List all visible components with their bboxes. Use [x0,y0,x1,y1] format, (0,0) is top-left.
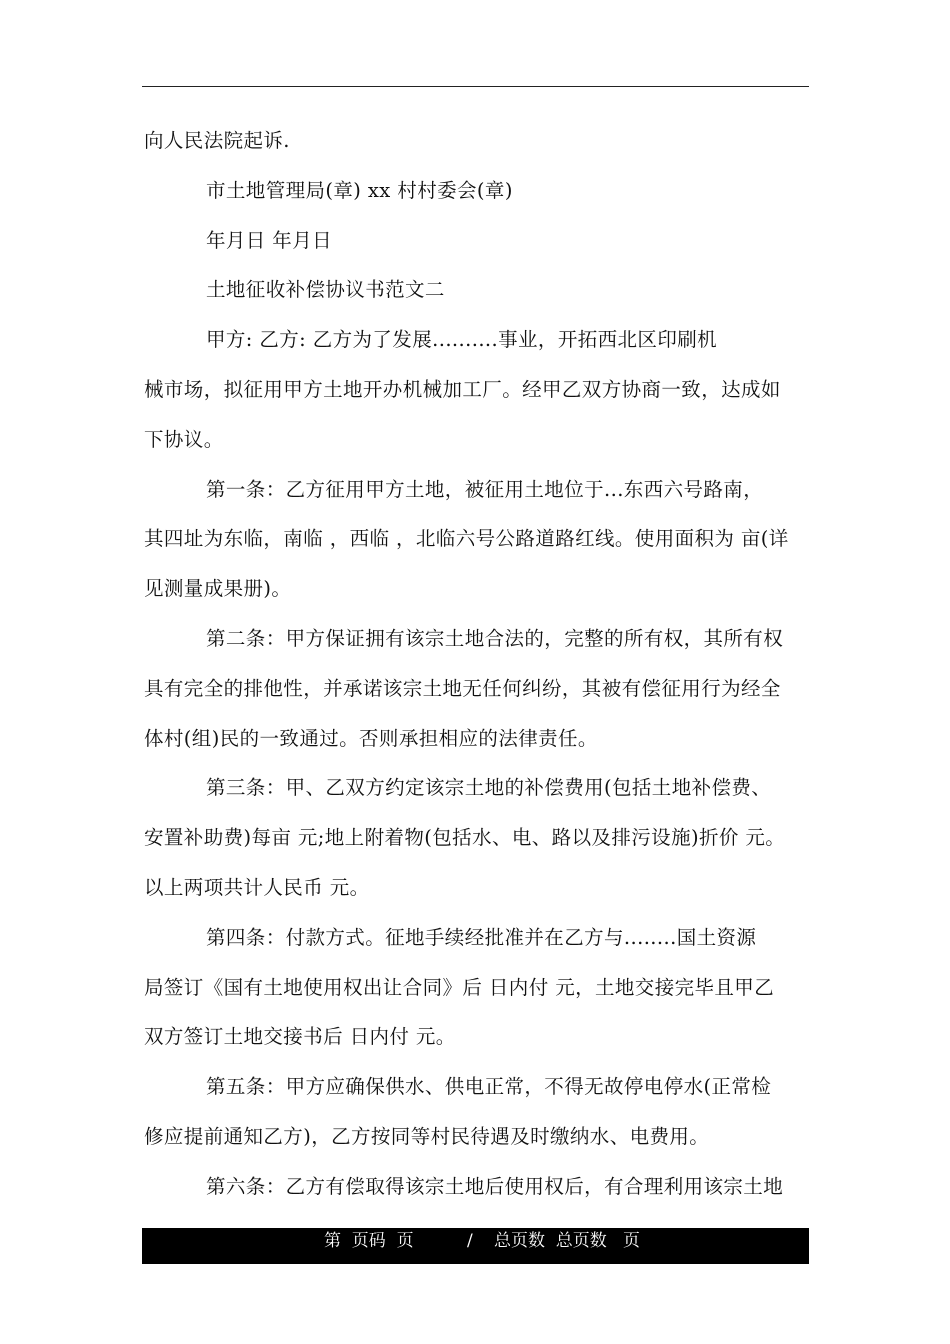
text-line: 第六条：乙方有偿取得该宗土地后使用权后，有合理利用该宗土地 [206,1174,784,1198]
page-footer [142,1228,809,1264]
text-line: 第一条：乙方征用甲方土地，被征用土地位于...东西六号路南， [206,477,764,501]
text-line: 第二条：甲方保证拥有该宗土地合法的，完整的所有权，其所有权 [206,626,784,650]
text-line: 年月日 年月日 [206,228,332,252]
text-line: 双方签订土地交接书后 日内付 元。 [144,1025,456,1049]
text-line: 甲方: 乙方: 乙方为了发展..........事业，开拓西北区印刷机 [206,328,718,352]
page-number-label: 第 页码 页 [324,1231,414,1251]
text-line: 第五条：甲方应确保供水、供电正常，不得无故停电停水(正常检 [206,1075,772,1099]
text-line: 局签订《国有土地使用权出让合同》后 日内付 元，土地交接完毕且甲乙 [144,975,775,999]
text-line: 第四条：付款方式。征地手续经批准并在乙方与........国土资源 [206,925,757,949]
text-line: 具有完全的排他性，并承诺该宗土地无任何纠纷，其被有偿征用行为经全 [144,676,781,700]
text-line: 修应提前通知乙方)，乙方按同等村民待遇及时缴纳水、电费用。 [144,1124,710,1148]
text-line: 体村(组)民的一致通过。否则承担相应的法律责任。 [144,726,598,750]
header-rule [142,86,809,87]
text-line: 以上两项共计人民币 元。 [144,875,370,899]
text-line: 向人民法院起诉. [144,129,290,152]
section-title: 土地征收补偿协议书范文二 [206,278,445,302]
page-separator: / [467,1231,473,1251]
text-line: 下协议。 [144,427,224,451]
total-pages-label: 总页数 总页数 页 [494,1231,641,1251]
text-line: 械市场，拟征用甲方土地开办机械加工厂。经甲乙双方协商一致，达成如 [144,377,781,401]
text-line: 第三条：甲、乙双方约定该宗土地的补偿费用(包括土地补偿费、 [206,776,772,800]
text-line: 其四址为东临，南临 ，西临 ，北临六号公路道路红线。使用面积为 亩(详 [144,527,789,551]
text-line: 市土地管理局(章) xx 村村委会(章) [206,178,513,202]
text-line: 见测量成果册)。 [144,577,292,601]
text-line: 安置补助费)每亩 元;地上附着物(包括水、电、路以及排污设施)折价 元。 [144,826,786,850]
document-body [144,116,814,1212]
